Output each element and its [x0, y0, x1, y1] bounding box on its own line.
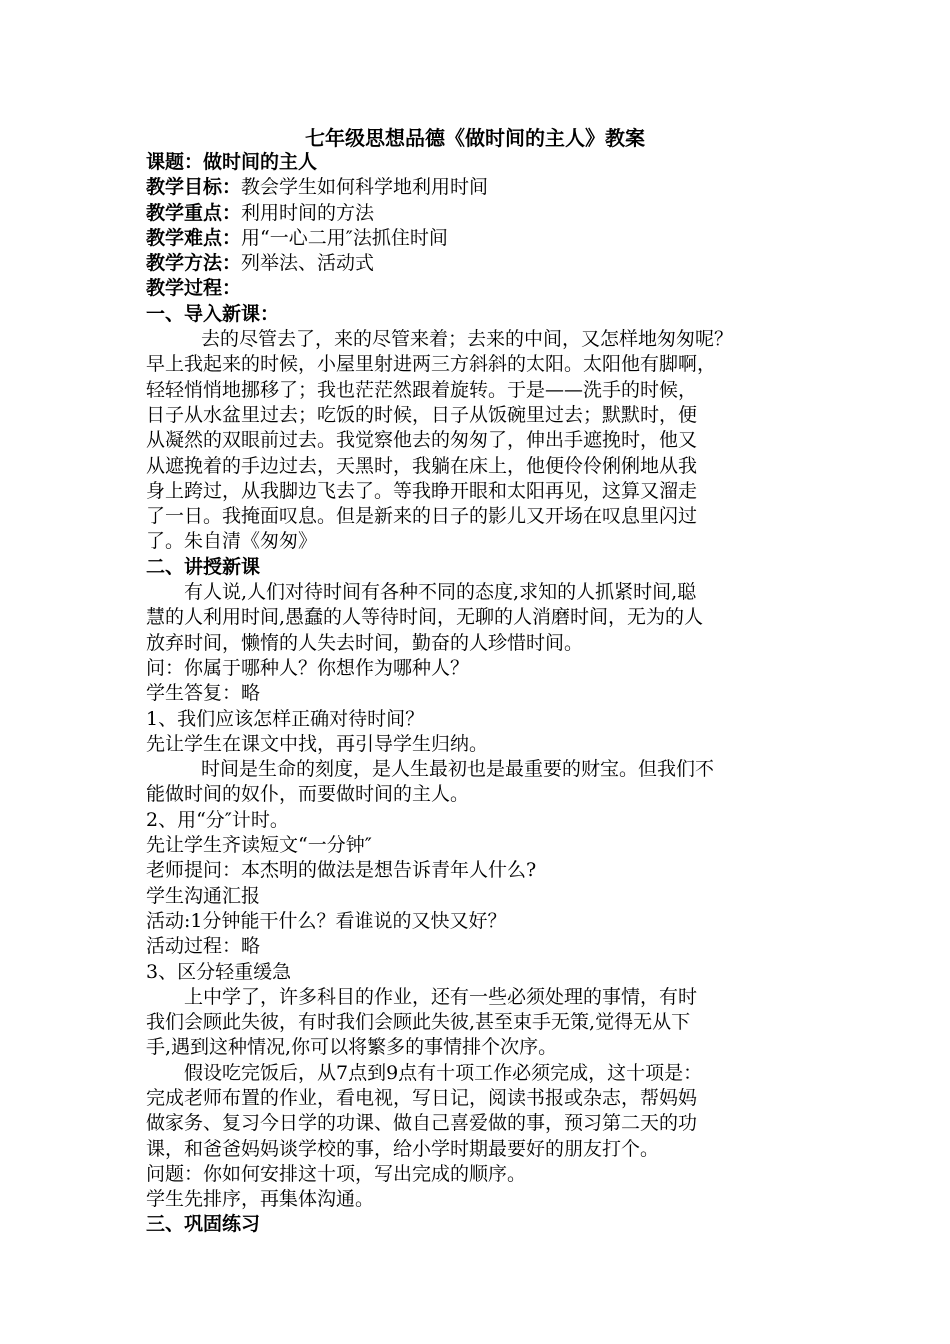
paragraph-line: 2、用“分″计时。 [146, 808, 289, 831]
paragraph-line: 去的尽管去了，来的尽管来着；去来的中间，又怎样地匆匆呢？ [201, 328, 734, 351]
field-label: 教学过程： [146, 277, 242, 300]
field-label: 教学重点： [146, 201, 242, 224]
paragraph-line: 先让学生齐读短文“一分钟″ [146, 834, 372, 857]
paragraph-line: 身上跨过，从我脚边飞去了。等我睁开眼和太阳再见，这算又溜走 [146, 479, 698, 502]
paragraph-line: 活动过程：略 [146, 935, 261, 958]
paragraph-line: 老师提问：本杰明的做法是想告诉青年人什么? [146, 859, 537, 882]
paragraph-line: 上中学了，许多科目的作业，还有一些必须处理的事情，有时 [184, 985, 698, 1008]
field-label: 教学方法： [146, 252, 242, 275]
field-label: 课题： [146, 151, 204, 173]
paragraph-line: 课，和爸爸妈妈谈学校的事，给小学时期最要好的朋友打个。 [146, 1137, 660, 1160]
field-label: 教学目标： [146, 176, 242, 199]
field-difficulty [146, 226, 814, 251]
paragraph-line: 从遮挽着的手边过去，天黑时，我躺在床上，他便伶伶俐俐地从我 [146, 454, 698, 477]
paragraph-line: 从凝然的双眼前过去。我觉察他去的匆匆了，伸出手遮挽时，他又 [146, 429, 698, 452]
paragraph-line: 学生沟通汇报 [146, 884, 261, 907]
section-heading-practice: 三、巩固练习 [146, 1213, 261, 1236]
section-heading-intro: 一、导入新课： [146, 302, 280, 325]
paragraph-line: 完成老师布置的作业，看电视，写日记，阅读书报或杂志，帮妈妈 [146, 1086, 698, 1109]
paragraph-line: 时间是生命的刻度，是人生最初也是最重要的财宝。但我们不 [201, 758, 715, 781]
paragraph-line: 假设吃完饭后，从7点到9点有十项工作必须完成，这十项是： [184, 1061, 703, 1084]
field-process [146, 276, 814, 301]
field-value: 教会学生如何科学地利用时间 [241, 176, 489, 199]
paragraph-line: 早上我起来的时候，小屋里射进两三方斜斜的太阳。太阳他有脚啊， [146, 353, 717, 376]
paragraph-line: 能做时间的奴仆，而要做时间的主人。 [146, 783, 470, 806]
paragraph-line: 了一日。我掩面叹息。但是新来的日子的影儿又开场在叹息里闪过 [146, 505, 698, 528]
paragraph-line: 问题：你如何安排这十项，写出完成的顺序。 [146, 1162, 527, 1185]
field-label: 教学难点： [146, 226, 242, 249]
paragraph-line: 学生先排序，再集体沟通。 [146, 1188, 375, 1211]
paragraph-line: 放弃时间，懒惰的人失去时间，勤奋的人珍惜时间。 [146, 631, 584, 654]
document-title: 七年级思想品德《做时间的主人》教案 [305, 126, 645, 150]
field-topic [146, 150, 814, 175]
field-key-point [146, 201, 814, 226]
paragraph-line: 活动:1分钟能干什么？看谁说的又快又好？ [146, 909, 507, 932]
paragraph-line: 轻轻悄悄地挪移了；我也茫茫然跟着旋转。于是——洗手的时候， [146, 378, 698, 401]
paragraph-line: 日子从水盆里过去；吃饭的时候，日子从饭碗里过去；默默时，便 [146, 403, 698, 426]
paragraph-line: 有人说,人们对待时间有各种不同的态度,求知的人抓紧时间,聪 [184, 581, 697, 604]
field-value: 利用时间的方法 [241, 201, 375, 224]
paragraph-line: 学生答复：略 [146, 682, 261, 705]
field-value: 做时间的主人 [203, 151, 318, 173]
paragraph-line: 手,遇到这种情况,你可以将繁多的事情排个次序。 [146, 1036, 558, 1059]
field-method [146, 251, 814, 276]
document-body [146, 150, 814, 1238]
paragraph-line: 做家务、复习今日学的功课、做自己喜爱做的事，预习第二天的功 [146, 1112, 698, 1135]
field-goal [146, 175, 814, 200]
paragraph-line: 慧的人利用时间,愚蠢的人等待时间，无聊的人消磨时间，无为的人 [146, 606, 704, 629]
field-value: 列举法、活动式 [241, 252, 375, 275]
paragraph-line: 了。朱自清《匆匆》 [146, 530, 318, 553]
paragraph-line: 1、我们应该怎样正确对待时间？ [146, 707, 425, 730]
field-value: 用“一心二用″法抓住时间 [241, 226, 448, 249]
paragraph-line: 先让学生在课文中找，再引导学生归纳。 [146, 732, 489, 755]
paragraph-line: 问：你属于哪种人？你想作为哪种人？ [146, 656, 470, 679]
paragraph-line: 我们会顾此失彼，有时我们会顾此失彼,甚至束手无策,觉得无从下 [146, 1011, 691, 1034]
paragraph-line: 3、区分轻重缓急 [146, 960, 292, 983]
section-heading-teaching: 二、讲授新课 [146, 555, 261, 578]
